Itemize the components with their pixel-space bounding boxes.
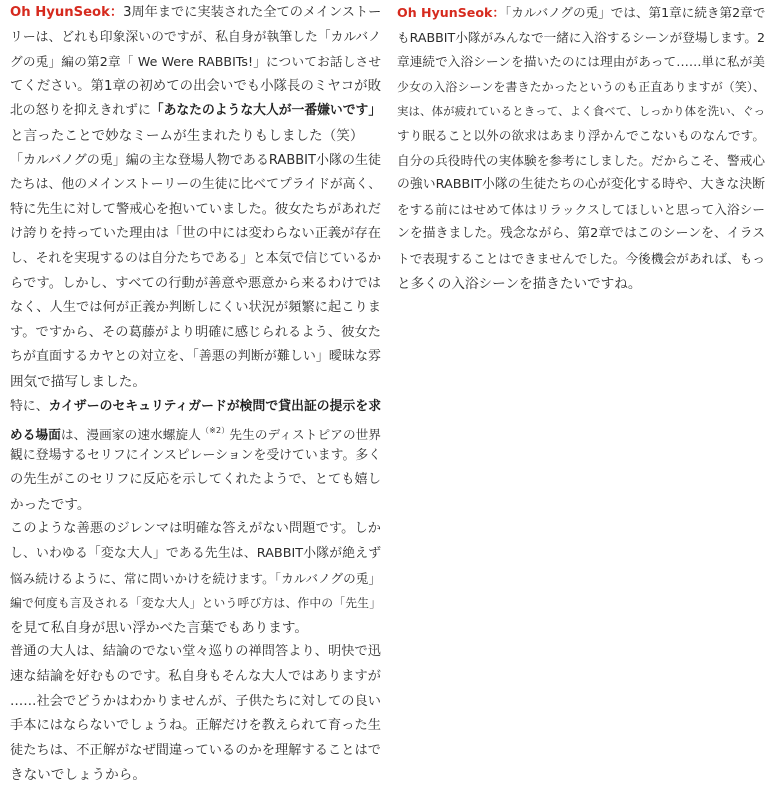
text-segment: 3周年までに実装された全てのメインストー — [123, 5, 382, 20]
text-segment: 少女の入浴シーンを書きたかったというのも正直ありますが（笑）、 — [397, 79, 765, 94]
text-line — [10, 99, 381, 124]
text-line — [10, 124, 381, 149]
text-segment: 章連続で入浴シーンを描いたのには理由があって……単に私が美 — [397, 54, 765, 70]
text-line — [10, 493, 381, 518]
text-line — [10, 173, 381, 198]
text-segment: 手本にはならないでしょうね。正解だけを教えられて育った生 — [10, 718, 381, 734]
text-line — [397, 247, 765, 272]
text-segment: 「カルバノグの兎」では、第1章に続き第2章で — [504, 5, 766, 20]
text-segment: すり眠ること以外の欲求はあまり浮かんでこないものなんです。 — [397, 127, 765, 143]
speaker-name: Oh HyunSeok： — [10, 5, 124, 20]
text-segment: 特に、 — [10, 398, 49, 414]
paragraph — [10, 1, 381, 149]
text-line — [10, 321, 381, 346]
text-line — [10, 345, 381, 370]
left-column — [10, 1, 381, 788]
text-line — [397, 99, 765, 124]
text-segment: 普通の大人は、結論のでない堂々巡りの禅問答より、明快で迅 — [10, 644, 381, 660]
text-segment: 北の怒りを抑えきれずに — [10, 103, 151, 119]
text-line — [397, 50, 765, 75]
text-segment: なく、人生では何が正義か判断しにくい状況が頻繁に起こりま — [10, 300, 381, 316]
text-line — [10, 198, 381, 223]
text-line — [10, 616, 381, 641]
paragraph — [10, 517, 381, 640]
text-segment: 観に登場するセリフにインスピレーションを受けています。多く — [10, 447, 381, 463]
right-column — [397, 1, 765, 296]
speaker-name: Oh HyunSeok： — [397, 5, 505, 20]
text-segment: し、それを実現するのは自分たちである」と本気で信じているか — [10, 250, 381, 266]
text-line — [10, 222, 381, 247]
text-line — [397, 75, 765, 100]
text-line — [10, 567, 381, 592]
text-line — [397, 124, 765, 149]
text-segment: と多くの入浴シーンを描きたいですね。 — [397, 275, 642, 292]
text-segment: を見て私自身が思い浮かべた言葉でもあります。 — [10, 619, 308, 636]
text-line — [10, 444, 381, 469]
text-segment: と言ったことで妙なミームが生まれたりもしました（笑） — [10, 127, 364, 144]
text-segment: グの兎」編の第2章「 We Were RABBITs!」についてお話しさせ — [10, 54, 381, 70]
paragraph — [10, 640, 381, 788]
text-segment: をする前にはせめて体はリラックスしてほしいと思って入浴シー — [397, 201, 765, 217]
text-segment: きないでしょうから。 — [10, 767, 146, 784]
text-segment: かったです。 — [10, 496, 91, 513]
text-line — [397, 173, 765, 198]
text-line — [10, 419, 381, 444]
paragraph — [10, 149, 381, 395]
text-line — [10, 665, 381, 690]
text-line — [10, 739, 381, 764]
text-line — [10, 26, 381, 51]
text-line — [10, 1, 381, 26]
text-line — [10, 591, 381, 616]
text-line — [10, 50, 381, 75]
text-segment: 徒たちは、不正解がなぜ間違っているのかを理解することはで — [10, 742, 381, 758]
text-segment: の先生がこのセリフに反応を示してくれたようで、とても嬉し — [10, 472, 381, 488]
text-line — [397, 1, 765, 26]
text-line — [10, 370, 381, 395]
text-segment: の強いRABBIT小隊の生徒たちの心が変化する時や、大きな決断 — [397, 177, 765, 193]
text-line — [10, 763, 381, 788]
text-line — [10, 149, 381, 174]
text-segment: このような善悪のジレンマは明確な答えがない問題です。しか — [10, 521, 381, 537]
paragraph — [10, 395, 381, 518]
paragraph — [397, 1, 765, 296]
text-line — [10, 296, 381, 321]
text-line — [397, 149, 765, 174]
text-line — [397, 26, 765, 51]
text-line — [10, 272, 381, 297]
bold-text: める場面 — [10, 427, 61, 443]
text-line — [10, 395, 381, 420]
text-line — [10, 75, 381, 100]
text-line — [397, 272, 765, 297]
text-segment: 自分の兵役時代の実体験を参考にしました。だからこそ、警戒心 — [397, 152, 765, 168]
bold-text: 「あなたのような大人が一番嫌いです」 — [150, 103, 382, 119]
text-line — [10, 714, 381, 739]
text-segment: もRABBIT小隊がみんなで一緒に入浴するシーンが登場します。2 — [397, 29, 765, 45]
bold-text: カイザーのセキュリティガードが検問で貸出証の提示を求 — [48, 398, 381, 414]
text-segment: ……社会でどうかはわかりませんが、子供たちに対しての良い — [10, 693, 381, 709]
text-segment: ンを描きました。残念ながら、第2章ではこのシーンを、イラス — [397, 226, 765, 242]
text-line — [10, 690, 381, 715]
text-segment: し、いわゆる「変な大人」である先生は、RABBIT小隊が絶えず — [10, 546, 381, 562]
text-segment: 悩み続けるように、常に問いかけを続けます。「カルバノグの兎」 — [10, 570, 381, 586]
text-line — [10, 640, 381, 665]
text-segment: 特に先生に対して警戒心を抱いていました。彼女たちがあれだ — [10, 201, 381, 217]
text-segment: 編で何度も言及される「変な大人」という呼び方は、作中の「先生」 — [10, 596, 381, 611]
text-segment: リーは、どれも印象深いのですが、私自身が執筆した「カルバノ — [10, 29, 381, 45]
text-line — [397, 198, 765, 223]
text-line — [10, 517, 381, 542]
text-segment: てください。第1章の初めての出会いでも小隊長のミヤコが敗 — [10, 78, 381, 94]
footnote-ref: （※2） — [201, 426, 230, 436]
text-segment: は、漫画家の速水螺旋人 — [60, 427, 201, 443]
text-segment: 先生のディストピアの世界 — [229, 427, 382, 443]
text-segment: ちが直面するカヤとの対立を、「善悪の判断が難しい」曖昧な雰 — [10, 349, 381, 365]
text-segment: トで表現することはできませんでした。今後機会があれば、もっ — [397, 250, 765, 266]
text-line — [10, 247, 381, 272]
text-segment: す。ですから、その葛藤がより明確に感じられるよう、彼女た — [10, 324, 381, 340]
text-line — [10, 542, 381, 567]
text-segment: 実は、体が疲れているときって、よく食べて、しっかり体を洗い、ぐっ — [397, 104, 765, 119]
text-segment: らです。しかし、すべての行動が善意や悪意から来るわけでは — [10, 275, 381, 291]
text-line — [10, 468, 381, 493]
text-segment: 「カルバノグの兎」編の主な登場人物であるRABBIT小隊の生徒 — [10, 152, 381, 168]
text-segment: け誇りを持っていた理由は「世の中には変わらない正義が存在 — [10, 226, 381, 242]
text-segment: 速な結論を好むものです。私自身もそんな大人ではありますが — [10, 669, 381, 685]
text-segment: 囲気で描写しました。 — [10, 373, 146, 390]
text-line — [397, 222, 765, 247]
text-segment: たちは、他のメインストーリーの生徒に比べてプライドが高く、 — [10, 177, 381, 193]
